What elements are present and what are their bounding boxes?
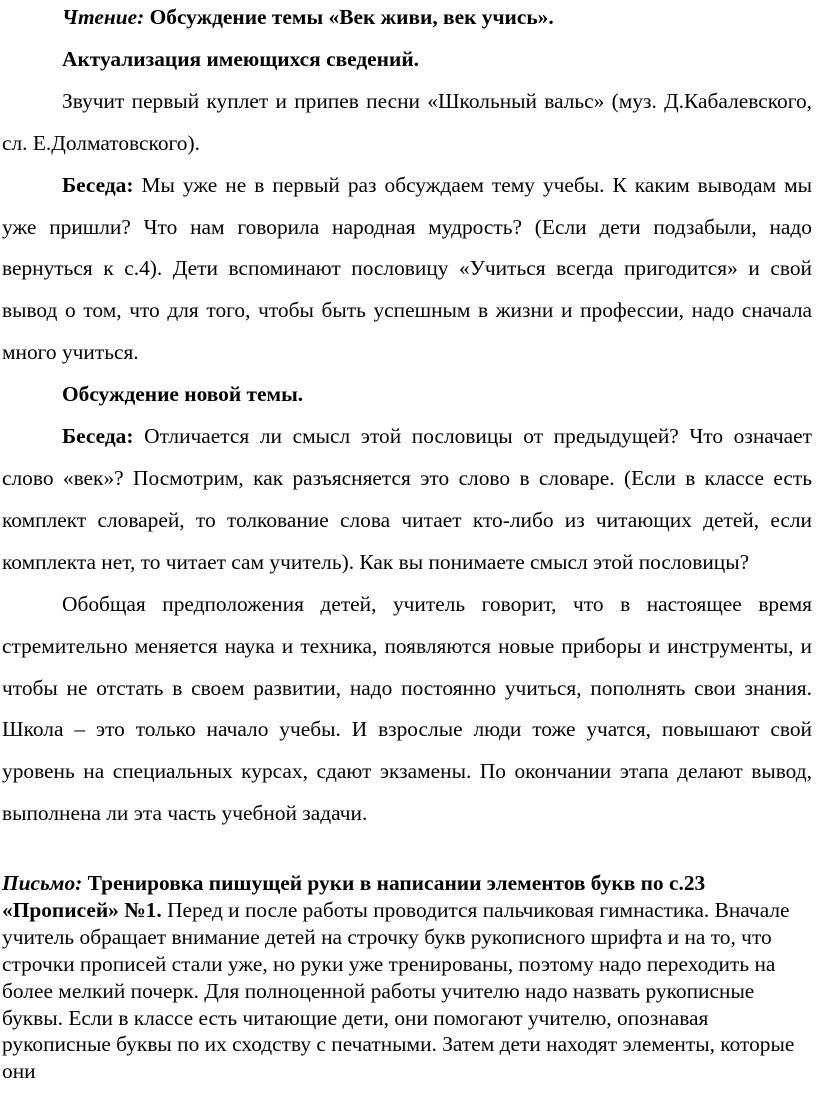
conversation-text-1: Мы уже не в первый раз обсуждаем тему учебы. К каким выводам мы уже пришли? Что нам говорила народная мудрость? (Если дети подзабыли, надо вернуться к с.4). Дети вспоминают пословицу «Учиться всегда пригодится» и свой вывод о том, что для того, чтобы быть успешным в жизни и профессии, надо сначала много учиться. bbox=[2, 172, 812, 365]
conversation-text-2: Отличается ли смысл этой пословицы от предыдущей? Что означает слово «век»? Посмотрим, как разъясняется это слово в словаре. (Если в классе есть комплект словарей, то толкование слова читает кто-либо из читающих детей, если комплекта нет, то читает сам учитель). Как вы понимаете смысл этой пословицы? bbox=[2, 424, 812, 574]
writing-text: Перед и после работы проводится пальчиковая гимнастика. Вначале учитель обращает внимание детей на строчку букв рукописного шрифта и на то, что строчки прописей стали уже, но руки уже тренированы, поэтому надо переходить на более мелкий почерк. Для полноценной работы учителю надо назвать рукописные буквы. Если в классе есть читающие дети, они помогают учителю, опознавая рукописные буквы по их сходству с печатными. Затем дети находят элементы, которые они bbox=[2, 897, 795, 1084]
writing-label: Письмо: bbox=[2, 871, 83, 895]
reading-topic: Обсуждение темы «Век живи, век учись». bbox=[149, 5, 554, 29]
conversation-label-1: Беседа: bbox=[62, 172, 134, 197]
writing-title: Тренировка пишущей руки в написании элементов букв по с.23 «Прописей» №1. bbox=[2, 871, 706, 922]
writing-paragraph bbox=[2, 870, 812, 1085]
conversation-paragraph-2 bbox=[2, 416, 812, 584]
new-topic-heading: Обсуждение новой темы. bbox=[62, 382, 304, 407]
reading-label: Чтение: bbox=[62, 5, 145, 29]
lesson-section-reading bbox=[2, 0, 812, 835]
summary-paragraph: Обобщая предположения детей, учитель говорит, что в настоящее время стремительно меняется наука и техника, появляются новые приборы и инструменты, и чтобы не отстать в своем развитии, надо постоянно учиться, пополнять свои знания. Школа – это только начало учебы. И взрослые люди тоже учатся, повышают свой уровень на специальных курсах, сдают экзамены. По окончании этапа делают вывод, выполнена ли эта часть учебной задачи. bbox=[2, 591, 812, 826]
conversation-paragraph-1 bbox=[2, 165, 812, 375]
lesson-section-writing bbox=[2, 870, 812, 1085]
reading-paragraph bbox=[2, 0, 812, 39]
actualization-text: Звучит первый куплет и припев песни «Школьный вальс» (муз. Д.Кабалевского, сл. Е.Долматовского). bbox=[2, 88, 812, 155]
actualization-heading: Актуализация имеющихся сведений. bbox=[62, 46, 419, 71]
conversation-label-2: Беседа: bbox=[62, 424, 134, 449]
